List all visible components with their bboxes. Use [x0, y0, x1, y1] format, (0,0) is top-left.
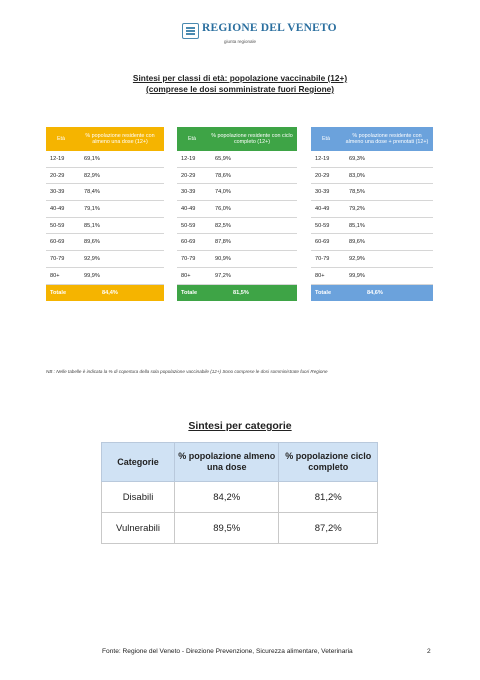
header-eta: Età: [46, 127, 76, 151]
regione-veneto-logo: [182, 20, 337, 48]
table-row: [46, 251, 164, 268]
value-cell: 92,9%: [76, 251, 164, 268]
total-value: 81,5%: [207, 284, 297, 301]
value-cell: 69,1%: [76, 151, 164, 167]
age-cell: 70-79: [177, 251, 207, 268]
table-row: [102, 513, 378, 544]
table-row: [311, 267, 433, 284]
total-row: [177, 284, 297, 301]
age-cell: 60-69: [177, 234, 207, 251]
complete-value: 87,2%: [279, 513, 378, 544]
logo-name: REGIONE DEL VENETO: [202, 22, 337, 34]
table-row: [311, 151, 433, 167]
age-cell: 12-19: [311, 151, 341, 167]
table-row: [311, 217, 433, 234]
category-name: Disabili: [102, 482, 175, 513]
table-row: [177, 184, 297, 201]
age-cell: 50-59: [311, 217, 341, 234]
age-cell: 60-69: [46, 234, 76, 251]
total-row: [46, 284, 164, 301]
value-cell: 90,9%: [207, 251, 297, 268]
value-cell: 89,6%: [341, 234, 433, 251]
page-title-line2: (comprese le dosi somministrate fuori Regione): [145, 84, 335, 94]
value-cell: 85,1%: [76, 217, 164, 234]
header-categorie: Categorie: [102, 443, 175, 482]
total-row: [311, 284, 433, 301]
value-cell: 82,9%: [76, 167, 164, 184]
age-cell: 40-49: [311, 201, 341, 218]
logo-subtitle: giunta regionale: [224, 39, 257, 44]
categories-title: Sintesi per categorie: [188, 420, 292, 432]
header-value: % popolazione residente con almeno una dose + prenotati (12+): [341, 127, 433, 151]
value-cell: 99,9%: [76, 267, 164, 284]
header-value: % popolazione residente con almeno una dose (12+): [76, 127, 164, 151]
table-one-dose-plus-booked: [311, 127, 433, 301]
value-cell: 65,9%: [207, 151, 297, 167]
table-row: [46, 201, 164, 218]
table-row: [311, 167, 433, 184]
table-row: [177, 251, 297, 268]
header-value: % popolazione residente con ciclo completo (12+): [207, 127, 297, 151]
age-cell: 60-69: [311, 234, 341, 251]
age-cell: 12-19: [177, 151, 207, 167]
value-cell: 74,0%: [207, 184, 297, 201]
table-row: [177, 267, 297, 284]
table-row: [46, 234, 164, 251]
age-cell: 30-39: [177, 184, 207, 201]
value-cell: 97,2%: [207, 267, 297, 284]
categories-table: [101, 442, 378, 544]
value-cell: 82,5%: [207, 217, 297, 234]
table-row: [46, 217, 164, 234]
table-row: [177, 151, 297, 167]
header-eta: Età: [177, 127, 207, 151]
age-cell: 80+: [177, 267, 207, 284]
age-cell: 20-29: [177, 167, 207, 184]
value-cell: 83,0%: [341, 167, 433, 184]
value-cell: 78,4%: [76, 184, 164, 201]
age-cell: 80+: [46, 267, 76, 284]
age-cell: 30-39: [46, 184, 76, 201]
value-cell: 89,6%: [76, 234, 164, 251]
value-cell: 99,9%: [341, 267, 433, 284]
table-row: [177, 234, 297, 251]
region-emblem-icon: [182, 23, 199, 39]
category-name: Vulnerabili: [102, 513, 175, 544]
complete-value: 81,2%: [279, 482, 378, 513]
table-row: [311, 251, 433, 268]
header-complete: % popolazione ciclo completo: [279, 443, 378, 482]
table-row: [177, 167, 297, 184]
value-cell: 92,9%: [341, 251, 433, 268]
table-row: [311, 184, 433, 201]
age-cell: 80+: [311, 267, 341, 284]
total-value: 84,6%: [341, 284, 433, 301]
age-cell: 70-79: [46, 251, 76, 268]
age-cell: 50-59: [177, 217, 207, 234]
value-cell: 76,0%: [207, 201, 297, 218]
age-cell: 12-19: [46, 151, 76, 167]
table-row: [102, 482, 378, 513]
total-value: 84,4%: [76, 284, 164, 301]
total-label: Totale: [311, 284, 341, 301]
one-dose-value: 84,2%: [175, 482, 279, 513]
age-cell: 20-29: [46, 167, 76, 184]
header-one-dose: % popolazione almeno una dose: [175, 443, 279, 482]
table-row: [46, 184, 164, 201]
table-row: [311, 201, 433, 218]
table-row: [311, 234, 433, 251]
total-label: Totale: [177, 284, 207, 301]
value-cell: 78,5%: [341, 184, 433, 201]
age-cell: 30-39: [311, 184, 341, 201]
one-dose-value: 89,5%: [175, 513, 279, 544]
table-complete-cycle: [177, 127, 297, 301]
value-cell: 79,2%: [341, 201, 433, 218]
value-cell: 87,8%: [207, 234, 297, 251]
table-row: [46, 267, 164, 284]
age-cell: 40-49: [177, 201, 207, 218]
age-cell: 70-79: [311, 251, 341, 268]
page-number: 2: [427, 648, 431, 655]
table-row: [46, 167, 164, 184]
age-cell: 50-59: [46, 217, 76, 234]
value-cell: 69,3%: [341, 151, 433, 167]
header-eta: Età: [311, 127, 341, 151]
age-cell: 40-49: [46, 201, 76, 218]
footnote: NB : Nelle tabelle è indicata la % di copertura della sola popolazione vaccinabile (12+) Sono comprese le dosi somministrate fuori Regione: [46, 369, 328, 374]
age-cell: 20-29: [311, 167, 341, 184]
page-title-line1: Sintesi per classi di età: popolazione vaccinabile (12+): [132, 73, 348, 83]
source-footer: Fonte: Regione del Veneto - Direzione Prevenzione, Sicurezza alimentare, Veterinaria: [102, 648, 353, 655]
value-cell: 85,1%: [341, 217, 433, 234]
value-cell: 78,6%: [207, 167, 297, 184]
table-one-dose: [46, 127, 164, 301]
value-cell: 79,1%: [76, 201, 164, 218]
table-row: [177, 201, 297, 218]
table-row: [177, 217, 297, 234]
total-label: Totale: [46, 284, 76, 301]
table-row: [46, 151, 164, 167]
